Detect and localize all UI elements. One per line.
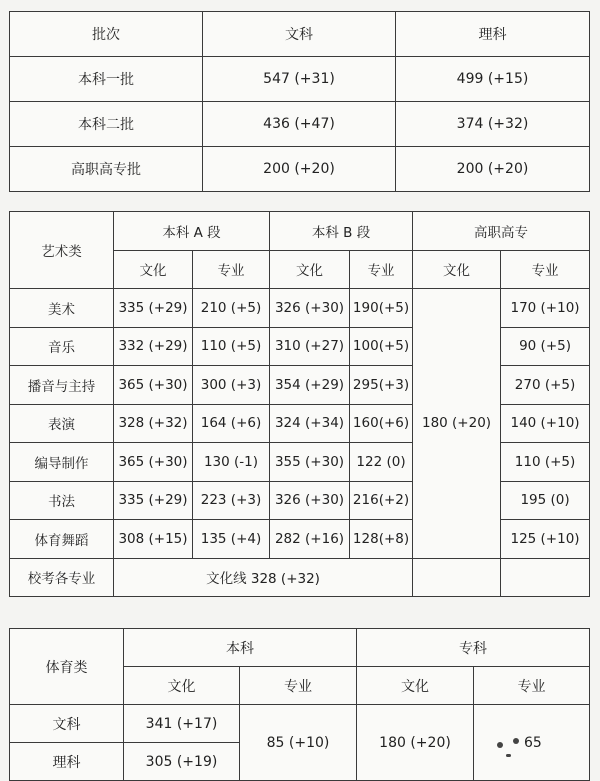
sub-header: 专业 xyxy=(193,250,270,289)
row-label: 美术 xyxy=(10,289,114,328)
score-cell: 164 (+6) xyxy=(193,404,270,443)
table-header-row xyxy=(10,212,590,251)
row-label: 理科 xyxy=(10,743,124,781)
score-cell: 354 (+29) xyxy=(270,366,350,405)
row-label: 书法 xyxy=(10,481,114,520)
table-header-row xyxy=(10,12,590,57)
score-cell: 282 (+16) xyxy=(270,520,350,559)
score-cell: 499 (+15) xyxy=(396,57,590,102)
score-cell: 130 (-1) xyxy=(193,443,270,482)
score-cell: 223 (+3) xyxy=(193,481,270,520)
sub-header: 专业 xyxy=(350,250,413,289)
score-cell: 365 (+30) xyxy=(114,366,193,405)
score-cell: 160(+6) xyxy=(350,404,413,443)
sub-header: 文化 xyxy=(124,667,240,705)
table-header-row xyxy=(10,629,590,667)
score-cell: 436 (+47) xyxy=(203,102,396,147)
category-cell: 体育类 xyxy=(10,629,124,705)
score-cell: 326 (+30) xyxy=(270,481,350,520)
score-cell: 335 (+29) xyxy=(114,289,193,328)
score-cell: 332 (+29) xyxy=(114,327,193,366)
row-label: 表演 xyxy=(10,404,114,443)
table-row xyxy=(10,481,590,520)
table-row xyxy=(10,443,590,482)
table-row xyxy=(10,404,590,443)
merged-score-cell: 180 (+20) xyxy=(357,705,474,781)
score-cell: 200 (+20) xyxy=(396,147,590,192)
score-cell: 308 (+15) xyxy=(114,520,193,559)
score-cell: 170 (+10) xyxy=(501,289,590,328)
empty-cell xyxy=(501,558,590,597)
table-row xyxy=(10,57,590,102)
row-label: 本科二批 xyxy=(10,102,203,147)
score-cell: 305 (+19) xyxy=(124,743,240,781)
merged-score-cell: 85 (+10) xyxy=(240,705,357,781)
table-row xyxy=(10,520,590,559)
score-cell: 270 (+5) xyxy=(501,366,590,405)
score-cell: 125 (+10) xyxy=(501,520,590,559)
row-label: 体育舞蹈 xyxy=(10,520,114,559)
merged-score-cell: 65 xyxy=(474,705,590,781)
score-cell: 200 (+20) xyxy=(203,147,396,192)
batch-score-table xyxy=(9,11,590,192)
score-cell: 295(+3) xyxy=(350,366,413,405)
score-cell: 140 (+10) xyxy=(501,404,590,443)
group-header: 本科 A 段 xyxy=(114,212,270,251)
score-cell: 355 (+30) xyxy=(270,443,350,482)
table-row xyxy=(10,102,590,147)
art-score-table xyxy=(9,211,590,597)
score-cell: 374 (+32) xyxy=(396,102,590,147)
row-label: 播音与主持 xyxy=(10,366,114,405)
sub-header: 文化 xyxy=(413,250,501,289)
score-cell: 195 (0) xyxy=(501,481,590,520)
score-cell: 326 (+30) xyxy=(270,289,350,328)
sub-header: 文化 xyxy=(114,250,193,289)
score-cell: 328 (+32) xyxy=(114,404,193,443)
score-cell: 128(+8) xyxy=(350,520,413,559)
group-header: 本科 xyxy=(124,629,357,667)
row-label: 音乐 xyxy=(10,327,114,366)
row-label: 校考各专业 xyxy=(10,558,114,597)
group-header: 高职高专 xyxy=(413,212,590,251)
table-row xyxy=(10,289,590,328)
score-cell: 335 (+29) xyxy=(114,481,193,520)
score-cell: 190(+5) xyxy=(350,289,413,328)
group-header: 本科 B 段 xyxy=(270,212,413,251)
score-cell: 122 (0) xyxy=(350,443,413,482)
sub-header: 文化 xyxy=(357,667,474,705)
score-cell: 365 (+30) xyxy=(114,443,193,482)
score-cell: 547 (+31) xyxy=(203,57,396,102)
score-cell: 324 (+34) xyxy=(270,404,350,443)
score-cell: 100(+5) xyxy=(350,327,413,366)
table-row xyxy=(10,147,590,192)
table-row xyxy=(10,558,590,597)
score-cell: 341 (+17) xyxy=(124,705,240,743)
row-label: 编导制作 xyxy=(10,443,114,482)
sub-header: 专业 xyxy=(501,250,590,289)
table-row xyxy=(10,366,590,405)
header-cell-batch: 批次 xyxy=(10,12,203,57)
sub-header: 专业 xyxy=(240,667,357,705)
category-cell: 艺术类 xyxy=(10,212,114,289)
score-cell: 110 (+5) xyxy=(193,327,270,366)
emoji-face-icon xyxy=(497,736,537,766)
score-cell: 310 (+27) xyxy=(270,327,350,366)
score-cell: 135 (+4) xyxy=(193,520,270,559)
score-cell: 216(+2) xyxy=(350,481,413,520)
table-row xyxy=(10,327,590,366)
sub-header: 文化 xyxy=(270,250,350,289)
row-label: 本科一批 xyxy=(10,57,203,102)
row-label: 高职高专批 xyxy=(10,147,203,192)
score-cell: 210 (+5) xyxy=(193,289,270,328)
score-cell: 90 (+5) xyxy=(501,327,590,366)
group-header: 专科 xyxy=(357,629,590,667)
header-cell-liberal-arts: 文科 xyxy=(203,12,396,57)
header-cell-science: 理科 xyxy=(396,12,590,57)
merged-score-cell: 180 (+20) xyxy=(413,289,501,559)
sub-header: 专业 xyxy=(474,667,590,705)
score-cell: 110 (+5) xyxy=(501,443,590,482)
merged-score-cell: 文化线 328 (+32) xyxy=(114,558,413,597)
row-label: 文科 xyxy=(10,705,124,743)
empty-cell xyxy=(413,558,501,597)
score-cell: 300 (+3) xyxy=(193,366,270,405)
